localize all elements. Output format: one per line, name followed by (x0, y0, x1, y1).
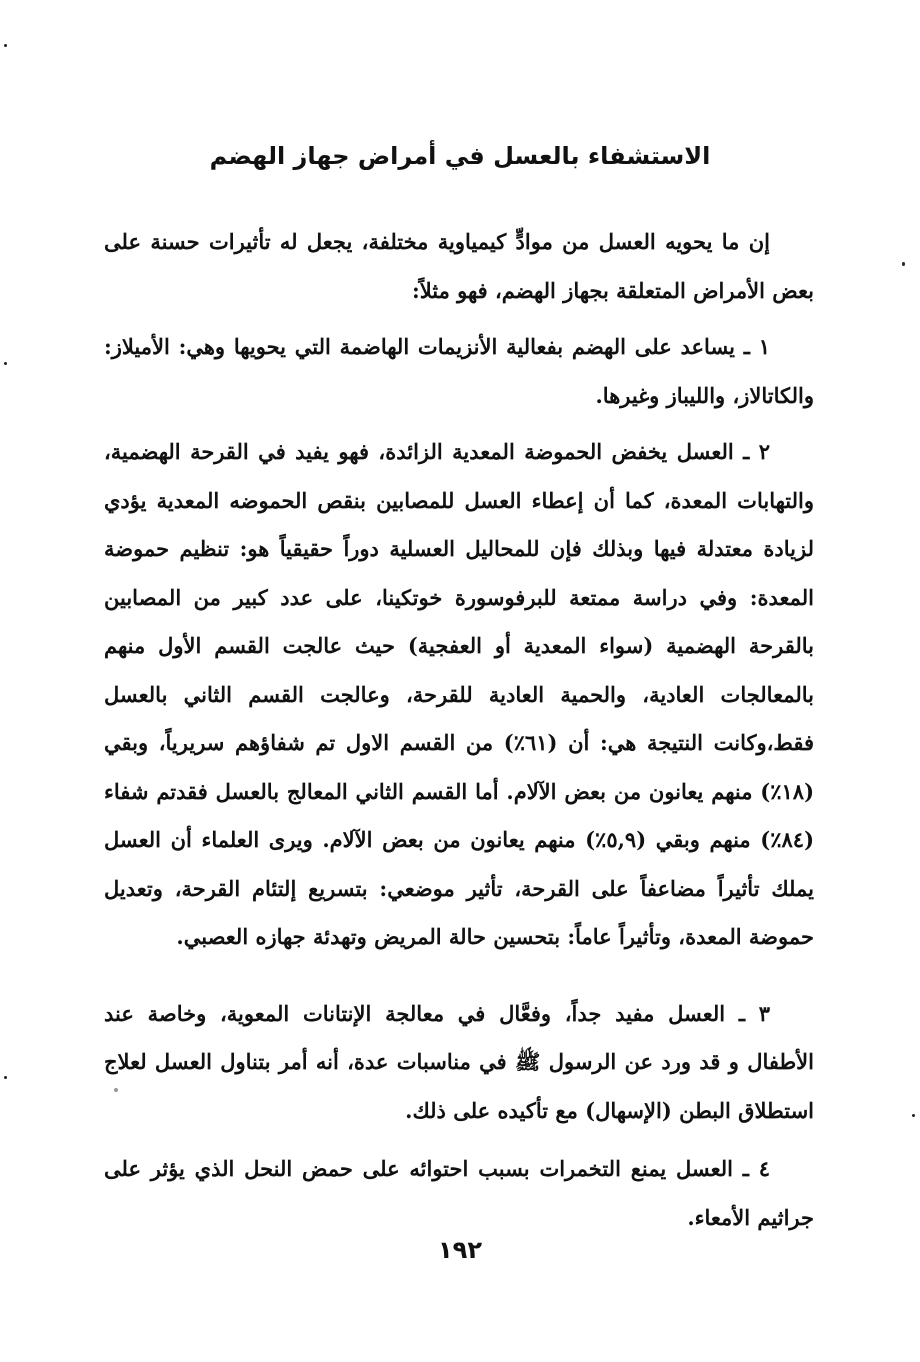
point-4-paragraph: ٤ ـ العسل يمنع التخمرات بسبب احتوائه على حمض النحل الذي يؤثر على جراثيم الأمعاء. (104, 1156, 814, 1230)
page-title: الاستشفاء بالعسل في أمراض جهاز الهضم (209, 142, 711, 170)
scan-speck (912, 1114, 915, 1117)
page-number: ١٩٢ (438, 1236, 482, 1264)
scan-speck (4, 362, 7, 365)
point-2-paragraph: ٢ ـ العسل يخفض الحموضة المعدية الزائدة، فهو يفيد في القرحة الهضمية، والتهابات المعدة، كما أن إعطاء العسل للمصابين بنقص الحموضه المعدية يؤدي لزيادة معتدلة فيها وبذلك فإن للمحاليل العسلية دوراً حقيقياً هو: تنظيم حموضة المعدة: وفي دراسة ممتعة للبرفوسورة خوتكينا، على عدد كبير من المصابين بالقرحة الهضمية (سواء المعدية أو العفجية) حيث عالجت القسم الأول منهم بالمعالجات العادية، والحمية العادية للقرحة، وعالجت القسم الثاني بالعسل فقط،وكانت النتيجة هي: أن (٦١٪) من القسم الاول تم شفاؤهم سريرياً، وبقي (١٨٪) منهم يعانون من بعض الآلام. أما القسم الثاني المعالج بالعسل فقدتم شفاء (٨٤٪) منهم وبقي (٥,٩٪) منهم يعانون من بعض الآلام. ويرى العلماء أن العسل يملك تأثيراً مضاعفاً على القرحة، تأثير موضعي: بتسريع إلتئام القرحة، وتعديل حموضة المعدة، وتأثيراً عاماً: بتحسين حالة المريض وتهدئة جهازه العصبي. (104, 439, 815, 949)
body-text (104, 218, 814, 1242)
point-1-paragraph: ١ ـ يساعد على الهضم بفعالية الأنزيمات الهاضمة التي يحويها وهي: الأميلاز: والكاتالاز، والليباز وغيرها. (104, 334, 814, 408)
scan-speck (114, 1088, 118, 1092)
scan-speck (4, 1076, 7, 1079)
intro-paragraph: إن ما يحويه العسل من موادٍّ كيمياوية مختلفة، يجعل له تأثيرات حسنة على بعض الأمراض المتعلقة بجهاز الهضم، فهو مثلاً: (104, 229, 814, 303)
point-3-paragraph: ٣ ـ العسل مفيد جداً، وفعَّال في معالجة الإنتانات المعوية، وخاصة عند الأطفال و قد ورد عن الرسول ﷺ في مناسبات عدة، أنه أمر بتناول العسل لعلاج استطلاق البطن (الإسهال) مع تأكيده على ذلك. (104, 1000, 814, 1123)
scan-speck (902, 262, 905, 266)
scan-speck (4, 44, 7, 47)
